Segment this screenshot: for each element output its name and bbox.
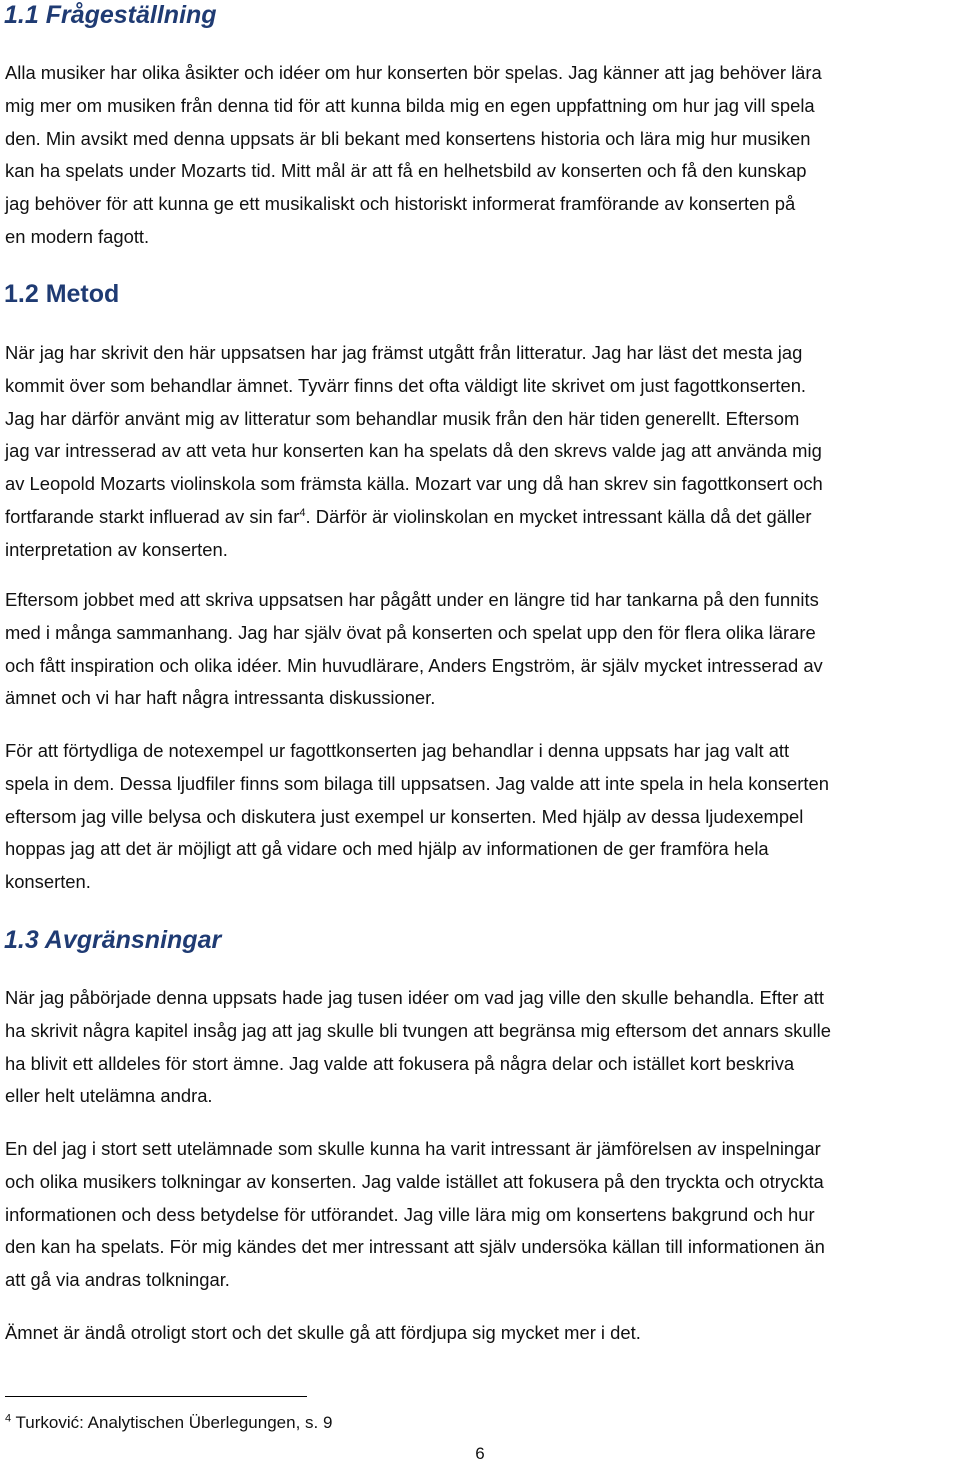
- text-line: den. Min avsikt med denna uppsats är bli bekant med konsertens historia och lära mig hur musiken: [5, 127, 811, 149]
- section-heading-1-1: 1.1 Frågeställning: [4, 1, 217, 29]
- text-line: mig mer om musiken från denna tid för att kunna bilda mig en egen uppfattning om hur jag vill spela: [5, 94, 815, 116]
- footnote-number: 4: [5, 1412, 12, 1425]
- section-heading-1-3: 1.3 Avgränsningar: [4, 926, 222, 954]
- text-line: Eftersom jobbet med att skriva uppsatsen har pågått under en längre tid har tankarna på den funnits: [5, 589, 819, 610]
- text-line: kan ha spelats under Mozarts tid. Mitt mål är att få en helhetsbild av konserten och få den kunskap: [5, 160, 807, 182]
- footnote-reference[interactable]: 4: [299, 506, 306, 519]
- footnote: [5, 1412, 332, 1434]
- text-line: ha blivit ett alldeles för stort ämne. Jag valde att fokusera på några delar och istället kort beskriva: [5, 1052, 795, 1074]
- section-heading-1-2: 1.2 Metod: [4, 280, 120, 308]
- text-line: konserten.: [5, 871, 91, 893]
- text-line: Alla musiker har olika åsikter och idéer om hur konserten bör spelas. Jag känner att jag behöver lära: [5, 62, 822, 83]
- text-line: den kan ha spelats. För mig kändes det mer intressant att själv undersöka källan till informationen än: [5, 1236, 825, 1258]
- text-line: att gå via andras tolkningar.: [5, 1269, 230, 1291]
- text-line: informationen och dess betydelse för utförandet. Jag ville lära mig om konsertens bakgrund och hur: [5, 1203, 815, 1225]
- text-line: jag var intresserad av att veta hur konserten kan ha spelats då den skrevs valde jag att använda mig: [5, 440, 822, 462]
- text-line: en modern fagott.: [5, 225, 150, 247]
- footnote-text: Turković: Analytischen Überlegungen, s. 9: [11, 1413, 333, 1432]
- text-line: Jag har därför använt mig av litteratur som behandlar musik från den här tiden generellt. Eftersom: [5, 407, 800, 429]
- text-segment: . Därför är violinskolan en mycket intressant källa då det gäller: [305, 505, 812, 527]
- paragraph: [5, 735, 957, 899]
- text-segment: fortfarande starkt influerad av sin far: [5, 505, 300, 527]
- text-line: När jag har skrivit den här uppsatsen har jag främst utgått från litteratur. Jag har läst det mesta jag: [5, 342, 803, 363]
- text-line: Ämnet är ändå otroligt stort och det skulle gå att fördjupa sig mycket mer i det.: [5, 1322, 641, 1343]
- text-line: och fått inspiration och olika idéer. Min huvudlärare, Anders Engström, är själv mycket intresserad av: [5, 654, 823, 676]
- footnote-separator: [5, 1396, 307, 1397]
- text-line: ämnet och vi har haft några intressanta diskussioner.: [5, 687, 436, 709]
- text-line: spela in dem. Dessa ljudfiler finns som bilaga till uppsatsen. Jag valde att inte spela in hela konserten: [5, 772, 829, 794]
- text-line: eller helt utelämna andra.: [5, 1085, 213, 1107]
- paragraph: [5, 1317, 957, 1350]
- text-line: med i många sammanhang. Jag har själv övat på konserten och spelat upp den för flera olika lärare: [5, 621, 816, 643]
- text-line: ha skrivit några kapitel insåg jag att jag skulle bli tvungen att begränsa mig eftersom det annars skulle: [5, 1019, 831, 1041]
- paragraph: [5, 337, 957, 567]
- paragraph: [5, 1133, 957, 1297]
- paragraph: [5, 584, 957, 715]
- text-line: interpretation av konserten.: [5, 538, 228, 560]
- text-line: kommit över som behandlar ämnet. Tyvärr finns det ofta väldigt lite skrivet om just fagottkonserten.: [5, 374, 807, 396]
- paragraph: [5, 57, 957, 254]
- text-line: hoppas jag att det är möjligt att gå vidare och med hjälp av informationen de ger framföra hela: [5, 838, 769, 860]
- text-line: [5, 501, 957, 534]
- text-line: och olika musikers tolkningar av konserten. Jag valde istället att fokusera på den tryckta och otryckta: [5, 1170, 824, 1192]
- text-line: När jag påbörjade denna uppsats hade jag tusen idéer om vad jag ville den skulle behandla. Efter att: [5, 987, 824, 1008]
- text-line: En del jag i stort sett utelämnade som skulle kunna ha varit intressant är jämförelsen av inspelningar: [5, 1138, 821, 1159]
- text-line: jag behöver för att kunna ge ett musikaliskt och historiskt informerat framförande av konserten på: [5, 193, 796, 215]
- page-number: 6: [475, 1444, 485, 1463]
- text-line: För att förtydliga de notexempel ur fagottkonserten jag behandlar i denna uppsats har jag valt att: [5, 740, 790, 761]
- text-line: av Leopold Mozarts violinskola som främsta källa. Mozart var ung då han skrev sin fagottkonsert och: [5, 473, 823, 495]
- paragraph: [5, 982, 957, 1113]
- text-line: eftersom jag ville belysa och diskutera just exempel ur konserten. Med hjälp av dessa ljudexempel: [5, 805, 804, 827]
